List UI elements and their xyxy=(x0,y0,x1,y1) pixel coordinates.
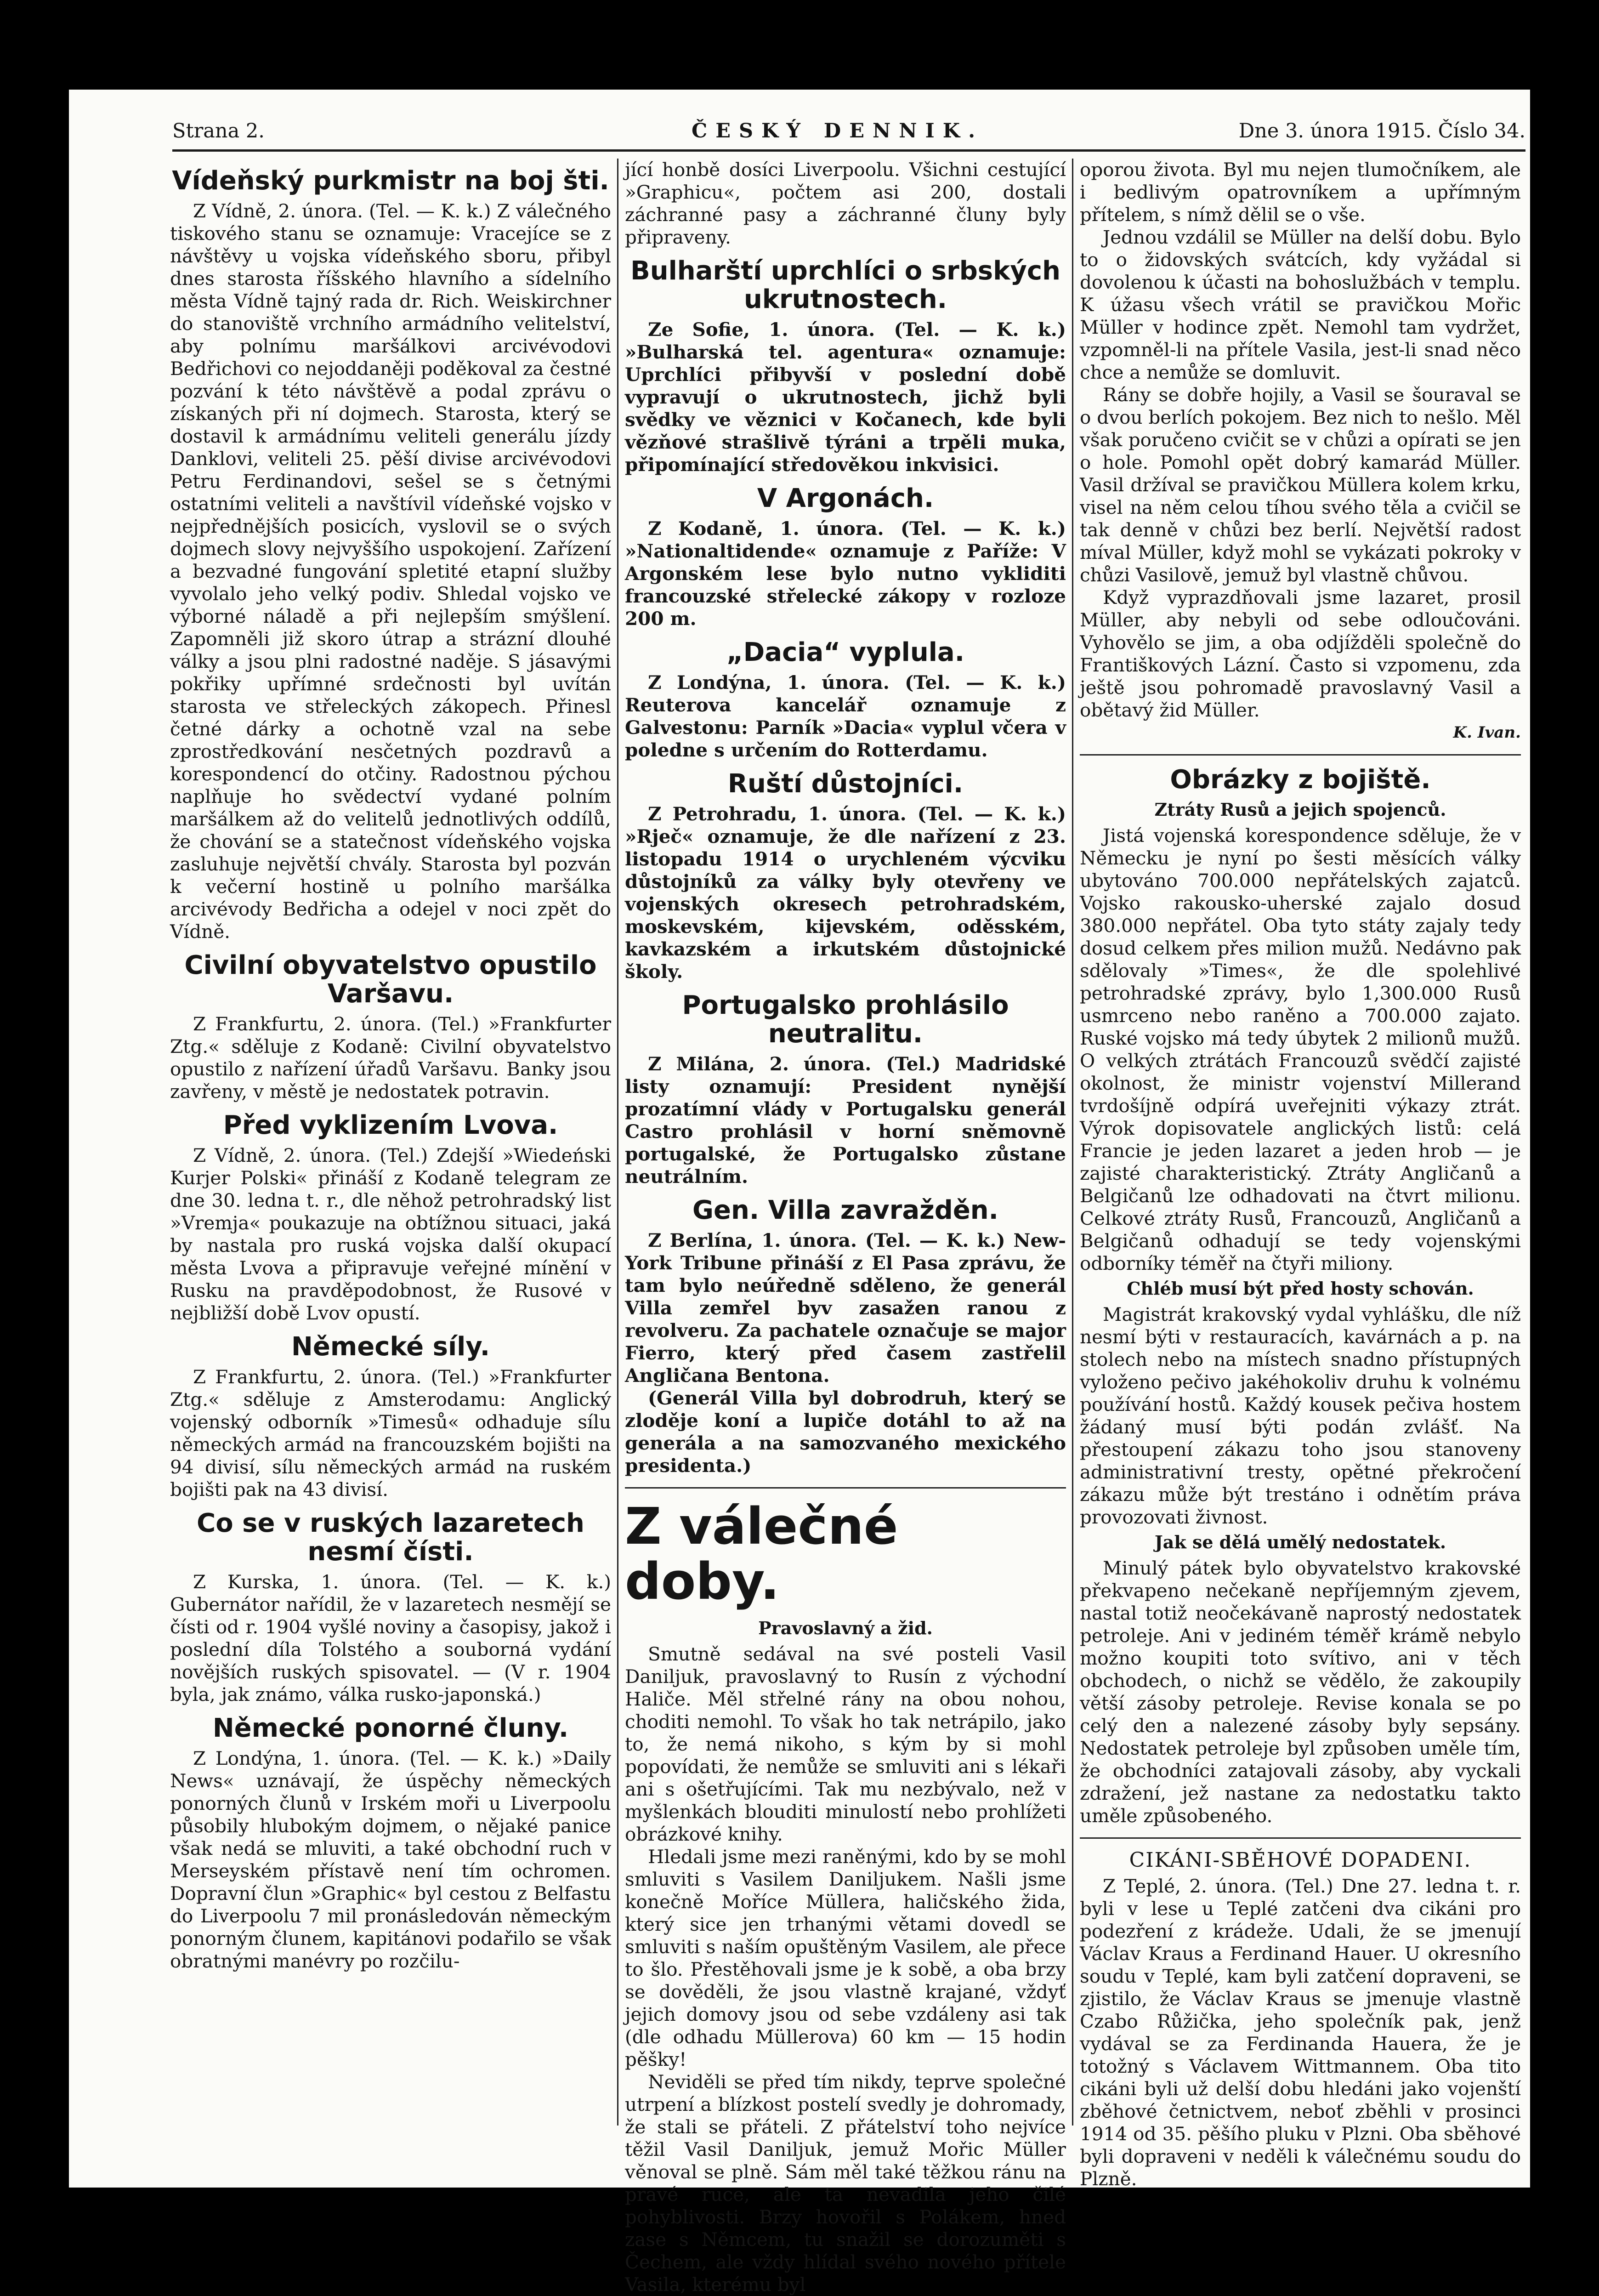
article-body: Z Teplé, 2. února. (Tel.) Dne 27. ledna t. r. byli v lese u Teplé zatčeni dva cikáni pro podezření z krádeže. Udali, že se jmenují Václav Kraus a Ferdinand Hauer. U okresního soudu v Teplé, kam byli zatčení dopraveni, se zjistilo, že Václav Kraus se jmenuje vlastně Czabo Růžička, jeho společník pak, jenž vydával se za Ferdinanda Hauera, že je totožný s Václavem Wittmannem. Oba tito cikáni byli už delší dobu hledáni jako vojenští zběhové četnictvem, neboť zběhli v prosinci 1914 od 35. pěšího pluku v Plzni. Oba sběhové byli dopraveni v neděli k válečnému soudu do Plzně. xyxy=(1080,1875,1521,2190)
masthead xyxy=(172,115,1525,147)
column-3 xyxy=(1080,159,1521,2190)
date-issue: Dne 3. února 1915. Číslo 34. xyxy=(1238,119,1525,142)
article-headline: „Dacia“ vyplula. xyxy=(726,637,964,667)
article-body: Z Kodaně, 1. února. (Tel. — K. k.) »Nationaltidende« oznamuje z Paříže: V Argonském lese bylo nutno vykliditi francouzské střelecké zákopy v rozloze 200 m. xyxy=(625,517,1066,630)
article-headline: Německé ponorné čluny. xyxy=(212,1713,569,1743)
page-label: Strana 2. xyxy=(172,119,265,142)
masthead-rule xyxy=(172,149,1525,152)
article-body: Minulý pátek bylo obyvatelstvo krakovské překvapeno nečekaně nepříjemným zjevem, nastal totiž neočekávaně naprostý nedostatek petroleje. Ani v jediném téměř krámě nebylo možno koupiti toto svítivo, ani v těch obchodech, o nichž se vědělo, že zakoupily větší zásoby petroleje. Revise konala se po celý den a nalezené zásoby byly sepsány. Nedostatek petroleje byl způsoben uměle tím, že obchodníci zatajovali zásoby, aby vyckali zdražení, jež nastane za nedostatku takto uměle způsobeného. xyxy=(1080,1557,1521,1827)
article-body: Jistá vojenská korespondence sděluje, že v Německu je nyní po šesti měsících války ubytováno 700.000 nepřátelských zajatců. Vojsko rakousko-uherské zajalo dosud 380.000 nepřátel. Oba tyto státy zajaly tedy dosud celkem přes milion mužů. Nedávno pak sdělovaly »Times«, že dle spolehlivé petrohradské zprávy, bylo 1,300.000 Rusů usmrceno nebo raněno a 700.000 zajato. Ruské vojsko má tedy úbytek 2 milionů mužů. O velkých ztrátách Francouzů svědčí zajisté okolnost, že ministr vojenství Millerand tvrdošíjně odpírá uveřejniti výkazy ztrát. Výrok dopisovatele anglických listů: celá Francie je jeden lazaret a jeden hrob — je zajisté charakteristický. Ztráty Angličanů a Belgičanů lze odhadovati na čtvrt milionu. Celkové ztráty Rusů, Francouzů, Angličanů a Belgičanů odhadují se tedy vojenskými odborníky téměř na čtyři miliony. xyxy=(1080,824,1521,1274)
story-paragraph: Jednou vzdálil se Müller na delší dobu. Bylo to o židovských svátcích, kdy vyžádal si dovolenou k účasti na bohoslužbách v templu. K úžasu všech vrátil se pravičkou Mořic Müller v hodince zpět. Nemohl tam vydržet, vzpomněl-li na přítele Vasila, jest-li snad něco chce a nemůže se domluvit. xyxy=(1080,226,1521,383)
column-divider xyxy=(1072,159,1073,2126)
article-body: Z Vídně, 2. února. (Tel.) Zdejší »Wiedeński Kurjer Polski« přináší z Kodaně telegram ze dne 30. ledna t. r., dle něhož petrohradský list »Vremja« poukazuje na obtížnou situaci, jaká by nastala pro ruská vojska další okupací města Lvova a připravuje veřejné mínění v Rusku na pravděpodobnost, že Rusové v nejbližší době Lvov opustí. xyxy=(170,1144,611,1324)
article-headline: Před vyklizením Lvova. xyxy=(223,1110,558,1140)
article-headline: CIKÁNI-SBĚHOVÉ DOPADENI. xyxy=(1129,1848,1472,1872)
article-headline: V Argonách. xyxy=(757,483,934,513)
article-note: (Generál Villa byl dobrodruh, který se zloděje koní a lupiče dotáhl to až na generála a na samozvaného mexického presidenta.) xyxy=(625,1387,1066,1477)
story-paragraph: Smutně sedával na své posteli Vasil Daniljuk, pravoslavný to Rusín z východní Haliče. Měl střelné rány na obou nohou, choditi nemohl. To však ho tak netrápilo, jako to, že nemá nikoho, s kým by si mohl popovídati, že nemůže se smluviti ani s lékaři ani s ošetřujícími. Tak mu nezbývalo, než v myšlenkách blouditi minulostí nebo prohlížeti obrázkové knihy. xyxy=(625,1643,1066,1845)
article-subtitle: Chléb musí být před hosty schován. xyxy=(1127,1278,1474,1299)
story-paragraph: Hledali jsme mezi raněnými, kdo by se mohl smluviti s Vasilem Daniljukem. Našli jsme konečně Moříce Müllera, haličského žida, který sice jen trhanými větami dovedl se smluviti s naším opuštěným Vasilem, ale přece to šlo. Přestěhovali jsme je k sobě, a oba brzy se dověděli, že jsou vlastně krajané, vždyť jejich domovy jsou od sebe vzdáleny asi tak (dle odhadu Müllerova) 60 km — 15 hodin pěšky! xyxy=(625,1846,1066,2070)
article-body: Z Londýna, 1. února. (Tel. — K. k.) »Daily News« uznávají, že úspěchy německých ponorných člunů v Irském moři u Liverpoolu působily hlubokým dojmem, o nějaké panice však nedá se mluviti, a také obchodní ruch v Merseyském přístavě není tím ochromen. Dopravní člun »Graphic« byl cestou z Belfastu do Liverpoolu 7 mil pronásledován německým ponorným člunem, kapitánovi podařilo se však obratnými manévry po rozčilu- xyxy=(170,1747,611,1972)
article-headline: Ruští důstojníci. xyxy=(727,769,964,799)
column-2 xyxy=(625,159,1066,2296)
story-paragraph: Neviděli se před tím nikdy, teprve společné utrpení a blízkost postelí svedly je dohromady, že stali se přáteli. Z přátelství toho nejvíce těžil Vasil Daniljuk, jemuž Mořic Müller věnoval se plně. Sám měl také těžkou ránu na pravé ruce, ale ta nevadila jeho čilé pohyblivosti. Brzy hovořil s Polákem, hned zase s Němcem, tu snažil se dorozuměti s Čechem, ale vždy hlídal svého nového přítele Vasila, kterému byl xyxy=(625,2071,1066,2296)
article-body: Z Londýna, 1. února. (Tel. — K. k.) Reuterova kancelář oznamuje z Galvestonu: Parník »Dacia« vyplul včera v poledne s určením do Rotterdamu. xyxy=(625,671,1066,761)
article-headline: Německé síly. xyxy=(291,1332,490,1362)
section-rule xyxy=(1080,1837,1521,1839)
story-paragraph: oporou života. Byl mu nejen tlumočníkem, ale i bedlivým opatrovníkem a upřímným přítelem, s nímž dělil se o vše. xyxy=(1080,159,1521,226)
article-headline: Portugalsko prohlásilo neutralitu. xyxy=(682,990,1009,1049)
section-rule xyxy=(625,1487,1066,1489)
article-body: Z Frankfurtu, 2. února. (Tel.) »Frankfurter Ztg.« sděluje z Amsterodamu: Anglický vojenský odborník »Timesů« odhaduje sílu německých armád na francouzském bojišti na 94 divisí, sílu německých armád na ruském bojišti pak na 43 divisí. xyxy=(170,1366,611,1500)
section-rule xyxy=(1080,754,1521,756)
newspaper-page xyxy=(69,90,1530,2296)
story-paragraph: Rány se dobře hojily, a Vasil se šouraval se o dvou berlích pokojem. Bez nich to nešlo. Měl však poručeno cvičit se v chůzi a opírati se jen o hole. Pomohl opět dobrý kamarád Müller. Vasil držíval se pravičkou Müllera kolem krku, visel na něm celou tíhou svého těla a cvičil se tak denně v chůzi bez berlí. Největší radost míval Müller, když mohl se vykázati pokroky v chůzi Vasilově, jemuž byl vlastně chůvou. xyxy=(1080,384,1521,586)
author-signature: K. Ivan. xyxy=(1453,723,1521,742)
article-body: Ze Sofie, 1. února. (Tel. — K. k.) »Bulharská tel. agentura« oznamuje: Uprchlíci přibyvší v poslední době vypravují o ukrutnostech, jichž byli svědky ve věznici v Kočanech, kde byli vězňové strašlivě týráni a trpěli muka, připomínající středověkou inkvisici. xyxy=(625,318,1066,476)
article-subtitle: Jak se dělá umělý nedostatek. xyxy=(1154,1532,1446,1552)
article-headline: Bulharští uprchlíci o srbských ukrutnostech. xyxy=(630,256,1060,314)
article-headline: Vídeňský purkmistr na boj šti. xyxy=(172,166,609,196)
story-paragraph: Když vyprazdňovali jsme lazaret, prosil Müller, aby nebyli od sebe odloučováni. Vyhovělo se jim, a oba odjížděli společně do Františkových Lázní. Často si vzpomenu, zda ještě jsou pohromadě pravoslavný Vasil a obětavý žid Müller. xyxy=(1080,586,1521,721)
article-headline: Civilní obyvatelstvo opustilo Varšavu. xyxy=(184,950,597,1009)
article-body: Z Vídně, 2. února. (Tel. — K. k.) Z válečného tiskového stanu se oznamuje: Vracejíce se z návštěvy u vojska vídeňského sboru, přibyl dnes starosta říšského hlavního a sídelního města Vídně tajný rada dr. Rich. Weiskirchner do stanoviště vrchního armádního velitelství, aby polnímu maršálkovi arcivévodovi Bedřichovi co nejoddaněji poděkoval za čestné pozvání k této návštěvě a podal zprávu o získaných při ní dojmech. Starosta, který se dostavil k armádnímu veliteli generálu jízdy Danklovi, veliteli 25. pěší divise arcivévodovi Petru Ferdinandovi, sešel se s četnými ostatními veliteli a navštívil vídeňské vojsko v nejpřednějších posicích, vyslovil se o svých dojmech slovy nejvyššího uspokojení. Zařízení a bezvadné fungování spletité etapní služby vyvolalo jeho velký podiv. Shledal vojsko ve výborné náladě a při nejlepším smýšlení. Zapomněli již skoro útrap a strázní dlouhé války a jsou plni radostné naděje. S jásavými pokřiky upřímné srdečnosti byl uvítán starosta ve střeleckých zákopech. Přinesl četné dárky a ochotně vzal na sebe zprostředkování nesčetných pozdravů a korespondencí do otčiny. Radostnou pýchou naplňuje ho svědectví vydané polním maršálkem až do velitelů jednotlivých oddílů, že chování se a statečnost vídeňského vojska zasluhuje největší chvály. Starosta byl pozván k večerní hostině u polního maršálka arcivévody Bedřicha a odejel v noci zpět do Vídně. xyxy=(170,200,611,943)
column-1 xyxy=(170,159,611,2135)
article-body: jící honbě dosíci Liverpoolu. Všichni cestující »Graphicu«, počtem asi 200, dostali záchranné pasy a záchranné čluny byly připraveny. xyxy=(625,159,1066,248)
article-headline: Co se v ruských lazaretech nesmí čísti. xyxy=(197,1508,584,1567)
article-body: Z Frankfurtu, 2. února. (Tel.) »Frankfurter Ztg.« sděluje z Kodaně: Civilní obyvatelstvo opustilo z nařízení úřadů Varšavu. Banky jsou zavřeny, v městě je nedostatek potravin. xyxy=(170,1013,611,1103)
story-subtitle: Pravoslavný a žid. xyxy=(758,1618,933,1638)
section-headline: Z válečné doby. xyxy=(625,1497,898,1611)
article-headline: Gen. Villa zavražděn. xyxy=(692,1195,998,1225)
article-body: Magistrát krakovský vydal vyhlášku, dle níž nesmí býti v restauracích, kavárnách a p. na stolech nebo na místech snadno přístupných vyloženo pečivo jakéhokoliv druhu k volnému používání hostů. Každý kousek pečiva hostem žádaný musí býti podán zvlášť. Na přestoupení zákazu toho jsou stanoveny administrativní tresty, opětné překročení zákazu může být trestáno i odnětím práva provozovati živnost. xyxy=(1080,1303,1521,1528)
paper-title: ČESKÝ DENNIK. xyxy=(692,119,984,142)
article-body: Z Kurska, 1. února. (Tel. — K. k.) Gubernátor nařídil, že v lazaretech nesmějí se čísti od r. 1904 vyšlé noviny a časopisy, jakož i poslední díla Tolstého a souborná vydání novějších ruských spisovatel. — (V r. 1904 byla, jak známo, válka rusko-japonská.) xyxy=(170,1571,611,1705)
column-divider xyxy=(617,159,618,2126)
article-body: Z Berlína, 1. února. (Tel. — K. k.) New-York Tribune přináší z El Pasa zprávu, že tam bylo neúředně sděleno, že generál Villa zemřel byv zasažen ranou z revolveru. Za pachatele označuje se major Fierro, který před časem zastřelil Angličana Bentona. xyxy=(625,1229,1066,1387)
article-body: Z Petrohradu, 1. února. (Tel. — K. k.) »Rječ« oznamuje, že dle nařízení z 23. listopadu 1914 o urychleném výcviku důstojníků za války byly otevřeny ve vojenských okresech petrohradském, moskevském, kijevském, oděsském, kavkazském a irkutském důstojnické školy. xyxy=(625,803,1066,983)
article-body: Z Milána, 2. února. (Tel.) Madridské listy oznamují: President nynější prozatímní vlády v Portugalsku generál Castro prohlásil v horní sněmovně portugalské, že Portugalsko zůstane neutrálním. xyxy=(625,1053,1066,1188)
article-subtitle: Ztráty Rusů a jejich spojenců. xyxy=(1154,799,1446,820)
article-headline: Obrázky z bojiště. xyxy=(1170,765,1431,795)
